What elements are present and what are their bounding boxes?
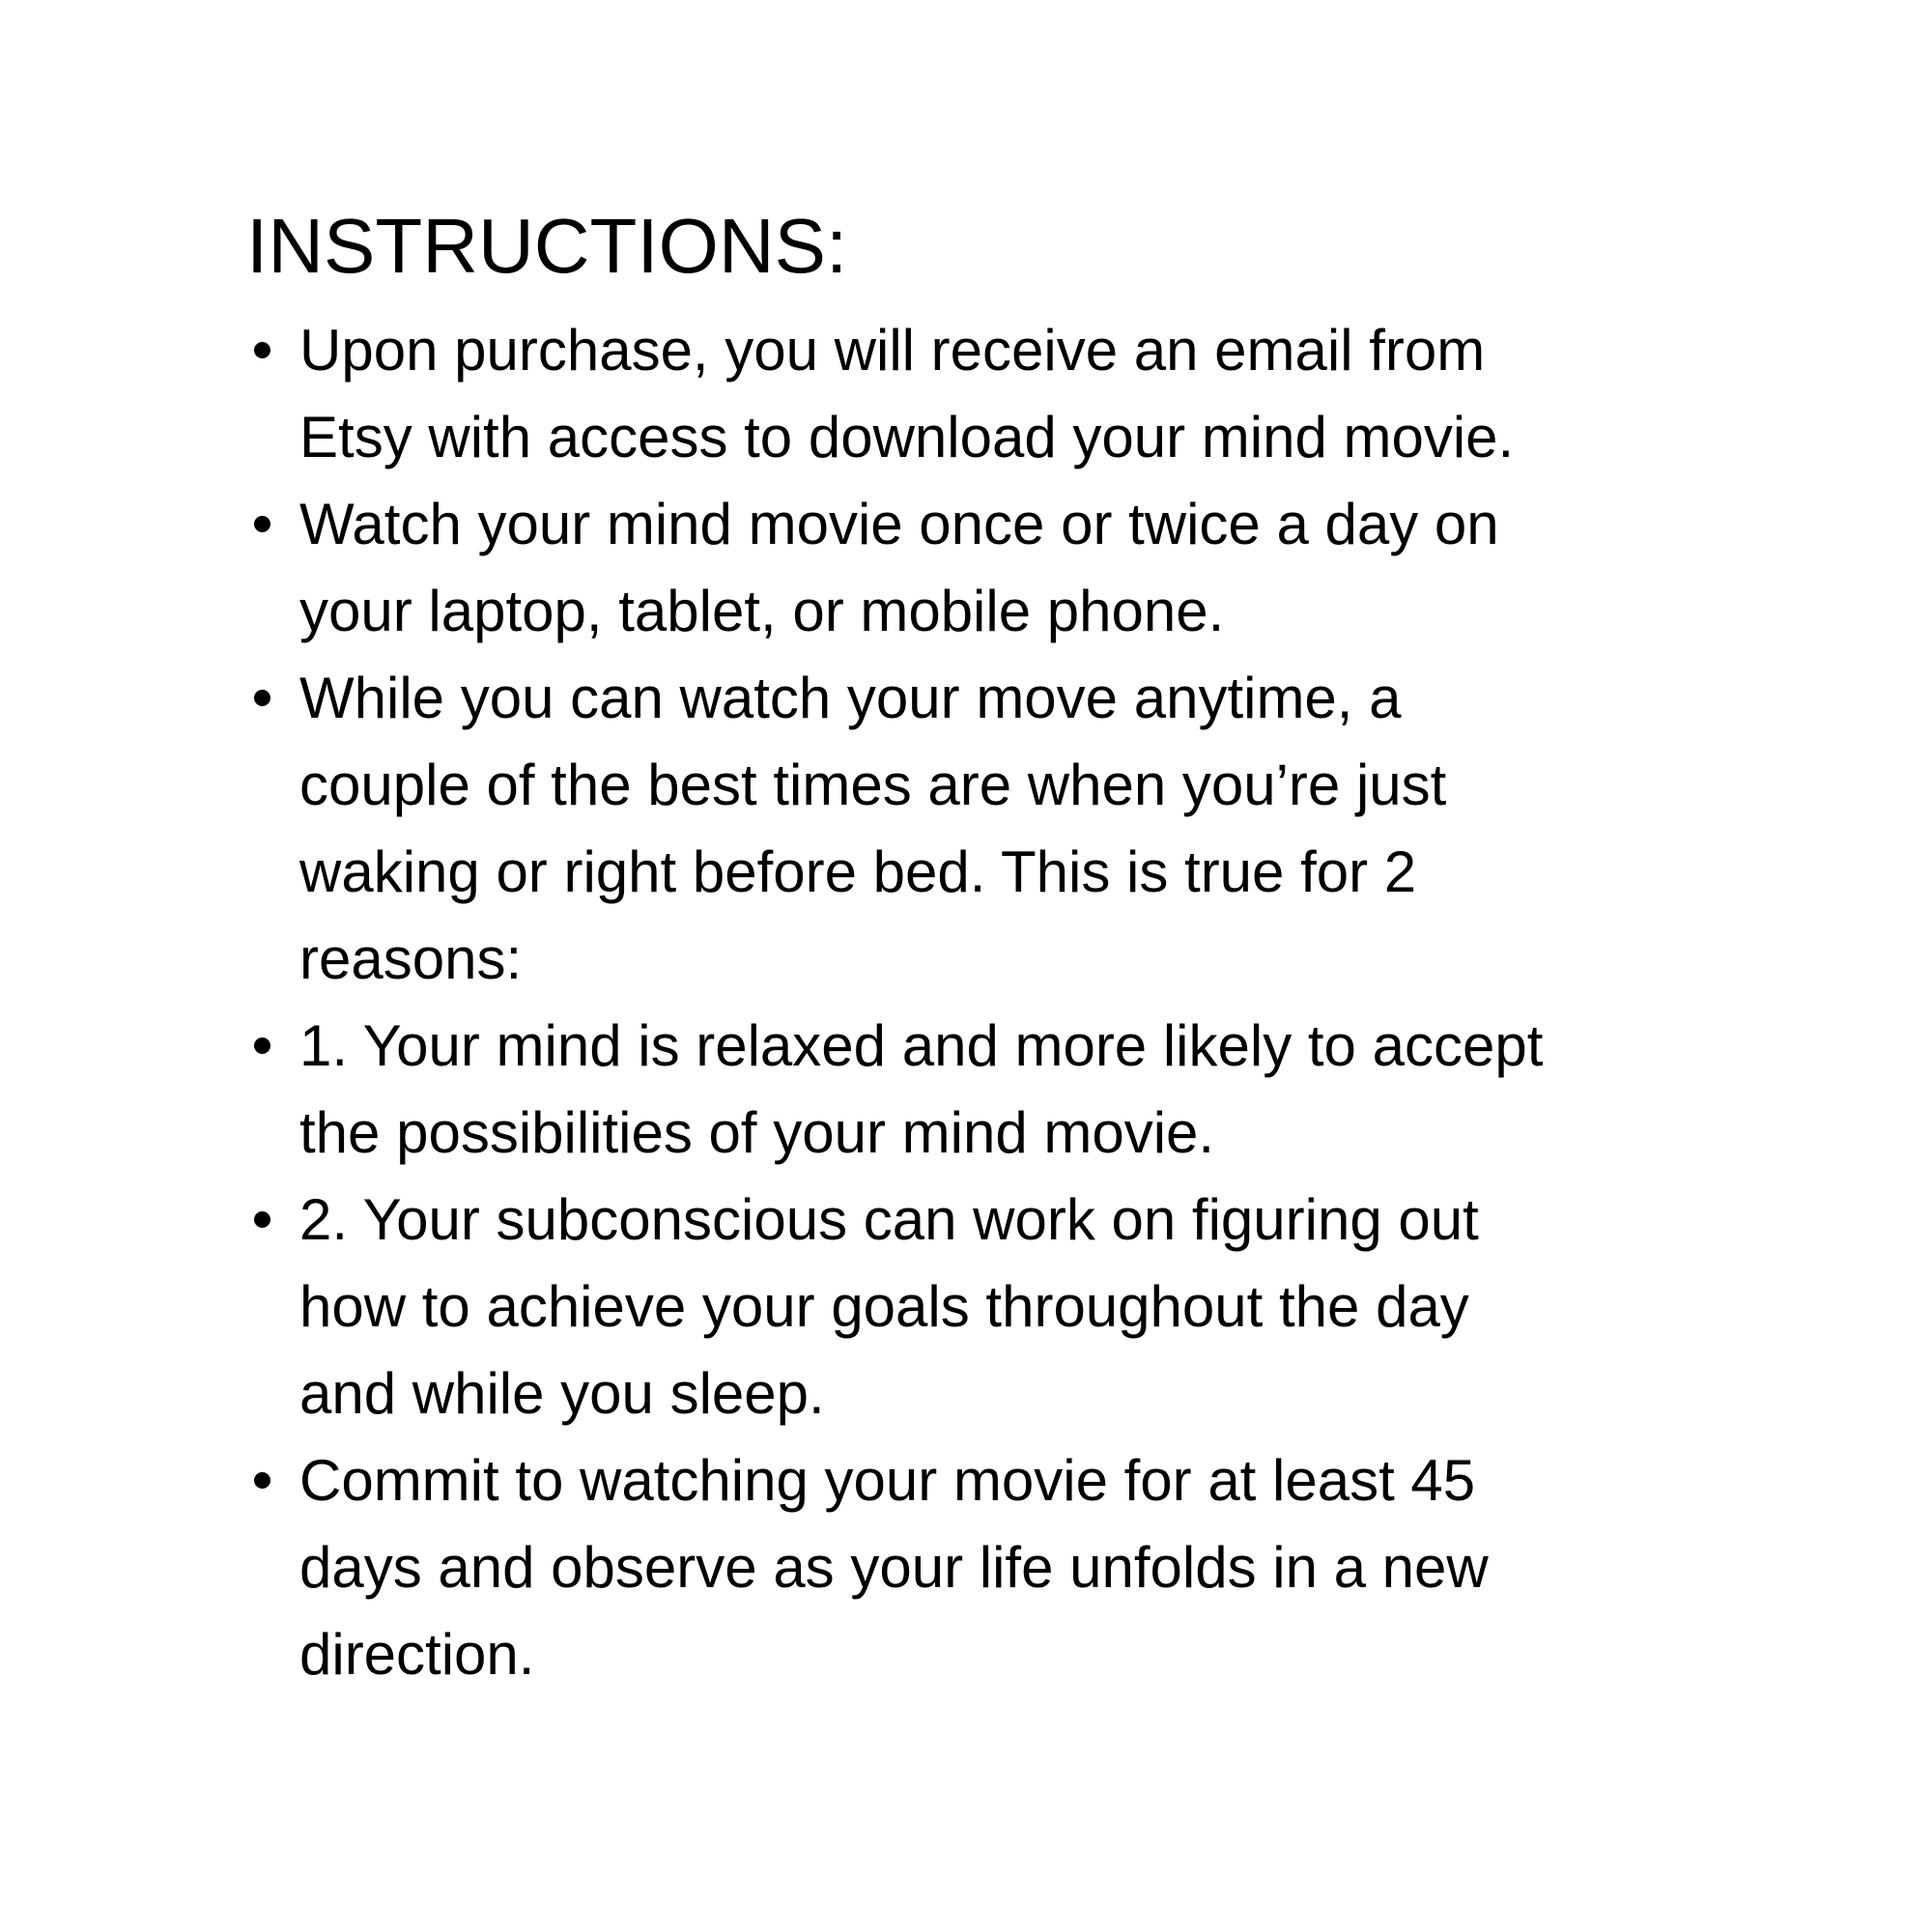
- instructions-list: [0, 307, 1710, 1698]
- list-item-text: Commit to watching your movie for at least 45 days and observe as your life unfolds in a new direction.: [299, 1448, 1489, 1687]
- list-item-text: 1. Your mind is relaxed and more likely to accept the possibilities of your mind movie.: [299, 1013, 1544, 1165]
- list-item-text: 2. Your subconscious can work on figuring out how to achieve your goals throughout the day and while you sleep.: [299, 1187, 1479, 1426]
- bullet-icon: [254, 1211, 270, 1228]
- page-title: INSTRUCTIONS:: [246, 203, 848, 289]
- bullet-icon: [254, 342, 270, 358]
- list-item-text: While you can watch your move anytime, a couple of the best times are when you’re just waking or right before bed. This is true for 2 reasons:: [299, 666, 1447, 991]
- list-item-text: Watch your mind movie once or twice a day on your laptop, tablet, or mobile phone.: [299, 492, 1499, 643]
- list-item-text: Upon purchase, you will receive an email from Etsy with access to download your mind movie.: [299, 318, 1515, 469]
- list-item: [0, 1003, 1710, 1177]
- bullet-icon: [254, 1472, 270, 1489]
- list-item: [0, 481, 1710, 655]
- bullet-icon: [254, 1037, 270, 1054]
- bullet-icon: [254, 516, 270, 532]
- list-item: [0, 307, 1710, 481]
- bullet-icon: [254, 690, 270, 706]
- list-item: [0, 1437, 1710, 1698]
- list-item: [0, 1177, 1710, 1437]
- list-item: [0, 655, 1710, 1003]
